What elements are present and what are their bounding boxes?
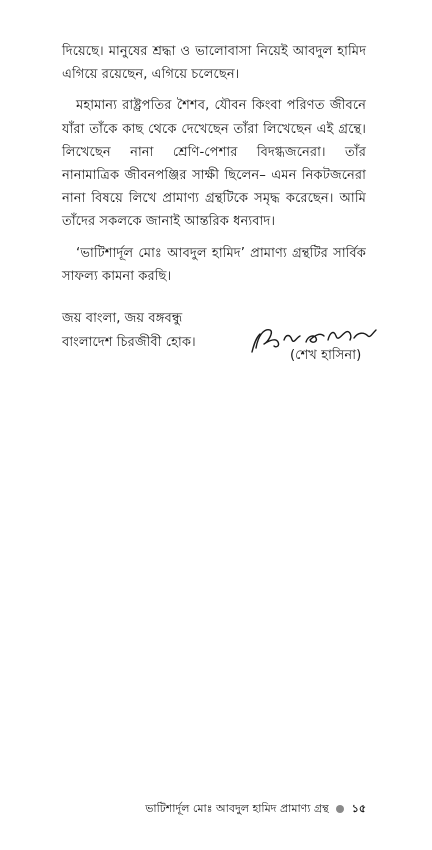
body-text	[62, 40, 366, 296]
paragraph-main: মহামান্য রাষ্ট্রপতির শৈশব, যৌবন কিংবা পরিণত জীবনে যাঁরা তাঁকে কাছ থেকে দেখেছেন তাঁরা লিখেছেন এই গ্রন্থে। লিখেছেন নানা শ্রেণি-পেশার বিদগ্ধজনেরা। তাঁর নানামাত্রিক জীবনপঞ্জির সাক্ষী ছিলেন– এমন নিকটজনেরা নানা বিষয়ে লিখে প্রামাণ্য গ্রন্থটিকে সমৃদ্ধ করেছেন। আমি তাঁদের সকলকে জানাই আন্তরিক ধন্যবাদ।	[62, 98, 366, 230]
running-title: ভাটিশার্দূল মোঃ আবদুল হামিদ প্রামাণ্য গ্রন্থ	[145, 802, 329, 815]
closing-salutation	[62, 307, 196, 355]
page-number: ১৫	[351, 802, 366, 815]
closing-line-1: জয় বাংলা, জয় বঙ্গবন্ধু	[62, 311, 183, 326]
bullet-icon	[336, 805, 344, 813]
paragraph-wish: ‘ভাটিশার্দূল মোঃ আবদুল হামিদ’ প্রামাণ্য গ্রন্থটির সার্বিক সাফল্য কামনা করছি।	[62, 245, 366, 284]
page-footer	[62, 801, 366, 817]
closing-line-2: বাংলাদেশ চিরজীবী হোক।	[62, 335, 196, 350]
paragraph-continuation: দিয়েছে। মানুষের শ্রদ্ধা ও ভালোবাসা নিয়েই আবদুল হামিদ এগিয়ে রয়েছেন, এগিয়ে চলেছেন।	[62, 44, 366, 83]
signer-name: (শেখ হাসিনা)	[290, 348, 362, 363]
